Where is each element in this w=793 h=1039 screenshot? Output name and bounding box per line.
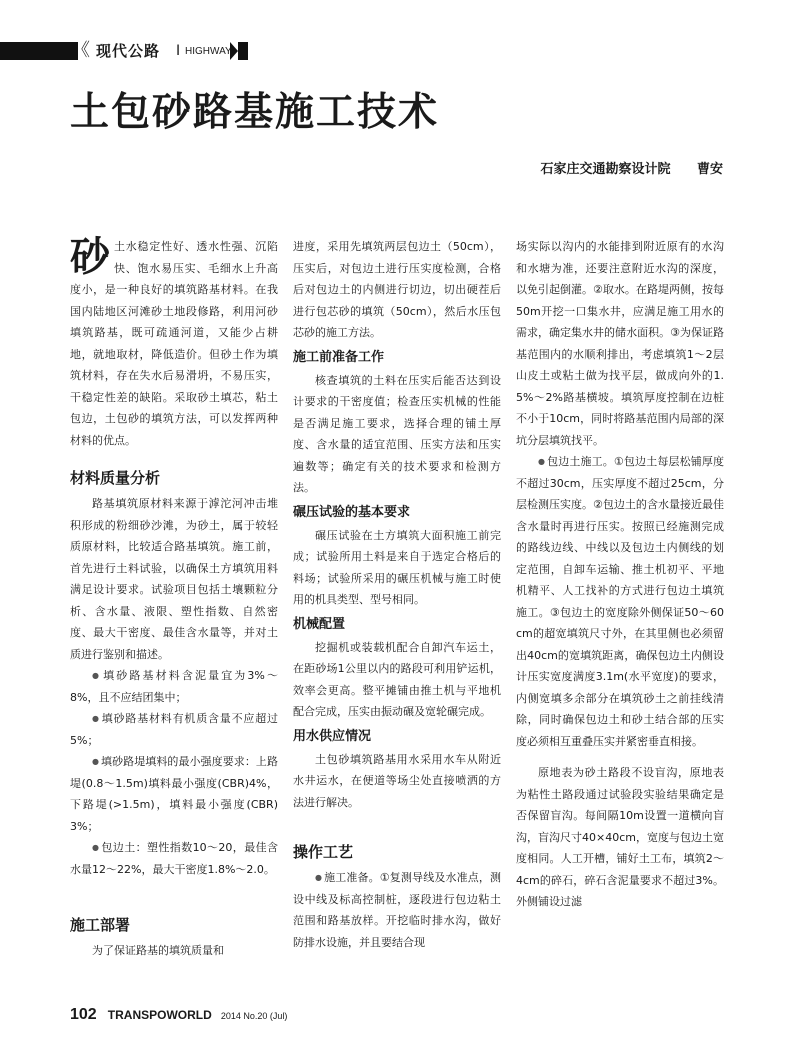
header-arrow-icon — [230, 42, 238, 60]
paragraph-blind-ditch: 原地表为砂土路段不设盲沟，原地表为粘性土路段通过试验段实验结果确定是否保留盲沟。每间隔10m设置一道横向盲沟，盲沟尺寸40×40cm，宽度与包边土宽度相同。人工开槽，铺好土工布，填筑2～4cm的碎石，碎石含泥量要求不超过3%。外侧铺设过滤 — [516, 766, 724, 908]
paragraph-preparation: 核查填筑的土料在压实后能否达到设计要求的干密度值；检查压实机械的性能是否满足施工要求，选择合理的铺土厚度、含水量的适宜范围、压实方法和压实遍数等；确定有关的技术要求和检测方法。 — [293, 373, 501, 494]
heading-preparation: 施工前准备工作 — [293, 349, 385, 365]
magazine-name: TRANSPOWORLD — [107, 1008, 212, 1022]
paragraph-machinery: 挖掘机或装载机配合自卸汽车运土，在距砂场1公里以内的路段可利用铲运机，效率会更高。整平摊铺由推土机与平地机配合完成，压实由振动碾及宽轮碾完成。 — [293, 640, 501, 718]
bullet-icon: ● — [315, 873, 323, 882]
author-line — [540, 160, 723, 180]
paragraph-procedure: ● 施工准备。①复测导线及水准点，测设中线及标高控制桩，逐段进行包边粘土范围和路基放样。开挖临时排水沟，做好防排水设施，并且要结合现 — [293, 871, 501, 949]
section-name-en: HIGHWAY — [185, 46, 232, 57]
section-header — [0, 38, 793, 64]
heading-machinery: 机械配置 — [293, 616, 346, 632]
bullet-icon: ● — [538, 457, 546, 466]
paragraph-edge-soil: ● 包边土施工。①包边土每层松铺厚度不超过30cm，压实厚度不超过25cm，分层检测压实度。②包边土的含水量接近最佳含水量时再进行压实。按照已经施测完成的路线边线、中线以及包边土内侧线的划定范围，自卸车运输、推土机初平、平地机精平、人工找补的方式进行包边土填筑施工。③包边土的宽度除外侧保证50～60cm的超宽填筑尺寸外，在其里侧也必须留出40cm的宽填筑距离，确保包边土内侧设计压实宽度满度3.1m(水平宽度)的要求，内侧宽填多余部分在填筑砂土之前挂线清除，同时确保包边土和砂土结合部的压实度必须相互重叠压实并紧密垂直相接。 — [516, 455, 724, 748]
page-footer — [70, 1004, 287, 1024]
intro-text: 土水稳定性好、透水性强、沉陷快、饱水易压实、毛细水上升高度小，是一种良好的填筑路基材料。在我国内陆地区河滩砂土地段修路，利用河砂填筑路基，既可疏通河道，又能少占耕地，就地取材，降低造价。但砂土作为填筑材料，存在失水后易滑坍，不易压实，干稳定性差的缺陷。采取砂土填芯，粘土包边，土包砂的填筑方法，可以发挥两种材料的优点。 — [70, 240, 278, 447]
heading-deploy: 施工部署 — [70, 916, 131, 934]
paragraph-deploy: 为了保证路基的填筑质量和 — [92, 944, 224, 957]
drop-cap: 砂 — [70, 234, 110, 280]
bullet-item: ● 填砂路堤填料的最小强度要求：上路堤(0.8～1.5m)填料最小强度(CBR)4%，下路堤(>1.5m)，填料最小强度(CBR)3%； — [70, 755, 278, 833]
bullet-item: ● 包边土：塑性指数10～20，最佳含水量12～22%，最大干密度1.8%～2.0。 — [70, 841, 278, 876]
article-title: 土包砂路基施工技术 — [70, 90, 440, 135]
bullet-icon: ● — [92, 714, 100, 723]
bullet-icon: ● — [92, 757, 100, 766]
heading-rolling-test: 碾压试验的基本要求 — [293, 504, 411, 520]
issue-number: 2014 No.20 (Jul) — [220, 1011, 288, 1021]
author-organization: 石家庄交通勘察设计院 — [540, 162, 671, 177]
page-number: 102 — [70, 1006, 97, 1023]
heading-water-supply: 用水供应情况 — [293, 728, 372, 744]
section-name: 现代公路 — [96, 42, 161, 60]
author-name: 曹安 — [696, 162, 723, 177]
bullet-item: ● 填砂路基材料有机质含量不应超过5%； — [70, 712, 279, 747]
bullet-icon: ● — [92, 671, 102, 680]
section-separator: I — [176, 43, 181, 59]
paragraph-continued: 进度，采用先填筑两层包边土（50cm），压实后，对包边土进行压实度检测，合格后对包边土的内侧进行切边，切出硬茬后进行包芯砂的填筑（50cm），然后水压包芯砂的施工方法。 — [293, 240, 501, 339]
paragraph-continued: 场实际以沟内的水能排到附近原有的水沟和水塘为准，还要注意附近水沟的深度，以免引起倒灌。②取水。在路堤两侧，按每50m开挖一口集水井，应满足施工用水的需求，确定集水井的储水面积。③为保证路基范围内的水顺利排出，考虑填筑1～2层山皮土或粘土做为找平层，做成向外的1.5%～2%路基横坡。填筑厚度控制在边桩不小于10cm，同时将路基范围内局部的深坑分层填筑找平。 — [516, 240, 724, 447]
paragraph-water-supply: 土包砂填筑路基用水采用水车从附近水井运水，在便道等场尘处直接喷洒的方法进行解决。 — [293, 752, 501, 809]
heading-procedure: 操作工艺 — [293, 843, 354, 861]
header-bar-left — [0, 42, 78, 60]
heading-material: 材料质量分析 — [70, 469, 161, 487]
paragraph-rolling-test: 碾压试验在土方填筑大面积施工前完成；试验所用土料是来自于选定合格后的料场；试验所采用的碾压机械与施工时使用的机具类型、型号相同。 — [293, 528, 501, 606]
column-1 — [70, 236, 278, 962]
bullet-item: ● 填砂路基材料含泥量宜为3%～8%，且不应结团集中； — [70, 669, 279, 704]
bullet-icon: ● — [92, 843, 100, 852]
header-bar-right — [238, 42, 248, 60]
column-2 — [293, 236, 501, 953]
header-bracket-icon: 《 — [72, 40, 90, 61]
intro-paragraph — [70, 236, 278, 451]
paragraph-material: 路基填筑原材料来源于滹沱河冲击堆积形成的粉细砂沙滩，为砂土，属于较轻质原材料，比较适合路基填筑。施工前，首先进行土料试验，以确保土方填筑用料满足设计要求。试验项目包括土壤颗粒分析、含水量、液限、塑性指数、自然密度、最大干密度、最佳含水量等，并对土质进行鉴别和描述。 — [70, 497, 278, 661]
column-3 — [516, 236, 724, 913]
